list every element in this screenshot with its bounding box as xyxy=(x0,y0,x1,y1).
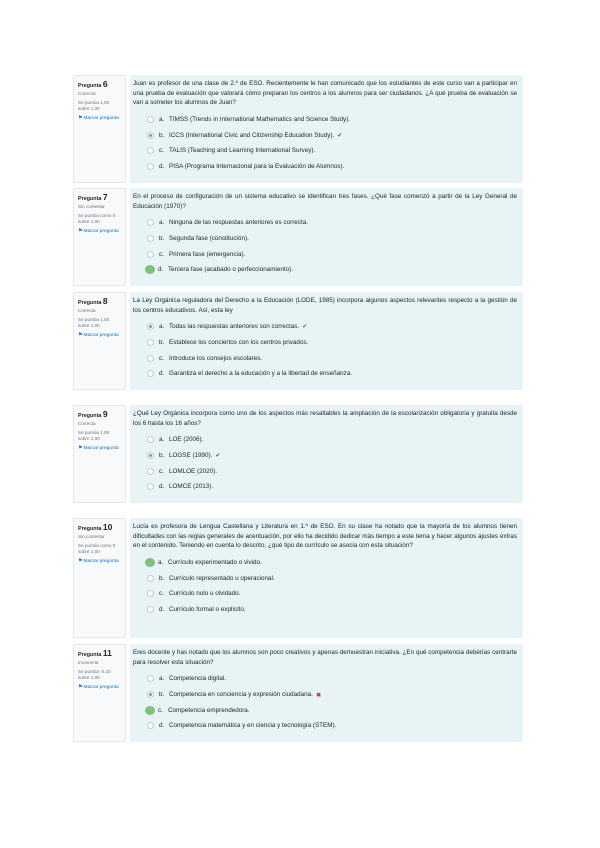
question-state: Sin contestar xyxy=(78,534,105,539)
flag-icon: ⚑ xyxy=(78,558,83,565)
radio-button[interactable] xyxy=(147,339,154,346)
answer-option[interactable]: b. LOGSE (1990). ✔ xyxy=(147,448,517,464)
answer-list xyxy=(133,215,517,277)
answer-option[interactable]: d. LOMCE (2013). xyxy=(147,479,517,495)
question-8 xyxy=(73,292,523,390)
answer-option[interactable]: a. Ninguna de las respuestas anteriores es correcta. xyxy=(147,215,517,231)
answer-option[interactable]: a. Todas las respuestas anteriores son correctas. ✔ xyxy=(147,319,517,335)
question-text: Eres docente y has notado que los alumnos son poco creativos y apenas demuestran iniciativa. ¿En qué competencia deberías centrarte para resolver esta situación? xyxy=(133,649,517,666)
correct-check-icon: ✔ xyxy=(215,453,221,460)
answer-option[interactable]: c. LOMLOE (2020). xyxy=(147,463,517,479)
question-state: Correcta xyxy=(78,91,96,96)
radio-button[interactable] xyxy=(147,452,154,459)
question-state: Incorrecta xyxy=(78,660,99,665)
radio-button[interactable] xyxy=(145,706,155,715)
question-state: Correcta xyxy=(78,308,96,313)
answer-option[interactable]: b. Establece los conciertos con los centros privados. xyxy=(147,335,517,351)
question-state: Correcta xyxy=(78,421,96,426)
radio-button[interactable] xyxy=(147,355,154,362)
radio-button[interactable] xyxy=(147,468,154,475)
answer-option[interactable]: c. Primera fase (emergencia). xyxy=(147,246,517,262)
question-grade: Se puntúa 1,00 sobre 1,00 xyxy=(78,317,110,328)
flag-question-link[interactable]: ⚑Marcar pregunta xyxy=(78,684,119,691)
answer-option[interactable]: b. Currículo representado u operacional. xyxy=(147,570,517,586)
flag-question-link[interactable]: ⚑Marcar pregunta xyxy=(78,445,119,452)
answer-option[interactable]: b. Competencia en conciencia y expresión ciudadana. ✖ xyxy=(147,687,517,703)
question-grade: Se puntúa 1,00 sobre 1,00 xyxy=(78,100,110,111)
question-7 xyxy=(73,188,523,286)
radio-button[interactable] xyxy=(147,590,154,597)
answer-option[interactable]: c. Currículo nulo u olvidado. xyxy=(147,586,517,602)
question-info xyxy=(73,292,126,390)
question-text: Juan es profesor de una clase de 2.º de ESO. Recientemente le han comunicado que los estudiantes de este curso van a participar en una prueba de evaluación que valorará cómo preparan los centros a los alumnos para ser ciudadanos. ¿A qué prueba de evaluación se van a someter los alumnos de Juan? xyxy=(133,80,517,107)
answer-list xyxy=(133,432,517,494)
answer-option[interactable]: a. Currículo experimentado o vivido. xyxy=(147,555,517,571)
answer-option[interactable]: d. Garantiza el derecho a la educación y a la libertad de enseñanza. xyxy=(147,366,517,382)
answer-option[interactable]: c. Introduce los consejos escolares. xyxy=(147,350,517,366)
radio-button[interactable] xyxy=(145,558,155,567)
question-9 xyxy=(73,405,523,503)
answer-option[interactable]: d. PISA (Programa Internacional para la Evaluación de Alumnos). xyxy=(147,159,517,175)
answer-option[interactable]: d. Competencia matemática y en ciencia y tecnología (STEM). xyxy=(147,718,517,734)
radio-button[interactable] xyxy=(147,483,154,490)
question-number: Pregunta 7 xyxy=(78,192,108,202)
radio-button[interactable] xyxy=(147,675,154,682)
radio-button[interactable] xyxy=(147,147,154,154)
answer-option[interactable]: a. TIMSS (Trends in International Mathematics and Science Study). xyxy=(147,112,517,128)
answer-option[interactable]: b. Segunda fase (constitución). xyxy=(147,231,517,247)
answer-option[interactable]: c. TALIS (Teaching and Learning International Survey). xyxy=(147,143,517,159)
flag-icon: ⚑ xyxy=(78,115,83,122)
question-grade: Se puntúa como 0 sobre 1,00 xyxy=(78,543,116,554)
question-content xyxy=(130,292,523,390)
question-number: Pregunta 10 xyxy=(78,522,113,532)
answer-list xyxy=(133,671,517,733)
flag-icon: ⚑ xyxy=(78,684,83,691)
flag-question-link[interactable]: ⚑Marcar pregunta xyxy=(78,228,119,235)
flag-icon: ⚑ xyxy=(78,228,83,235)
question-content xyxy=(130,405,523,503)
question-text: En el proceso de configuración de un sistema educativo se identifican tres fases. ¿Qué fase comenzó a partir de la Ley General de Educación (1970)? xyxy=(133,193,517,210)
answer-option[interactable]: a. LOE (2006). xyxy=(147,432,517,448)
radio-button[interactable] xyxy=(147,219,154,226)
radio-button[interactable] xyxy=(147,132,154,139)
question-text: Lucía es profesora de Lengua Castellana y Literatura en 1.º de ESO. En su clase ha notado que la mayoría de los alumnos tienen dificultades con las reglas generales de acentuación, por ello ha decidido dedicar más tiempo a este tema y hacer algunos ajustes extras en el contenido. Teniendo en cuenta lo descrito, ¿qué tipo de currículo se asocia con esta situación? xyxy=(133,523,517,550)
radio-button[interactable] xyxy=(147,370,154,377)
question-info xyxy=(73,188,126,286)
question-grade: Se puntúa como 0 sobre 1,00 xyxy=(78,213,116,224)
flag-icon: ⚑ xyxy=(78,445,83,452)
answer-option[interactable]: d. Currículo formal o explícito. xyxy=(147,602,517,618)
incorrect-cross-icon: ✖ xyxy=(315,691,322,699)
question-text: La Ley Orgánica reguladora del Derecho a la Educación (LODE, 1985) incorpora algunos aspectos relevantes respecto a la gestión de los centros educativos. Así, esta ley xyxy=(133,297,517,314)
radio-button[interactable] xyxy=(147,575,154,582)
answer-list xyxy=(133,555,517,617)
radio-button[interactable] xyxy=(147,436,154,443)
radio-button[interactable] xyxy=(147,323,154,330)
flag-question-link[interactable]: ⚑Marcar pregunta xyxy=(78,115,119,122)
radio-button[interactable] xyxy=(147,235,154,242)
radio-button[interactable] xyxy=(147,251,154,258)
answer-list xyxy=(133,112,517,174)
question-6 xyxy=(73,75,523,183)
answer-option[interactable]: b. ICCS (International Civic and Citizenship Education Study). ✔ xyxy=(147,127,517,143)
answer-option[interactable]: a. Competencia digital. xyxy=(147,671,517,687)
question-content xyxy=(130,644,523,742)
question-number: Pregunta 11 xyxy=(78,648,112,658)
answer-list xyxy=(133,319,517,381)
question-number: Pregunta 8 xyxy=(78,296,108,306)
question-info xyxy=(73,75,126,183)
correct-check-icon: ✔ xyxy=(302,324,308,331)
question-10 xyxy=(73,518,523,638)
correct-check-icon: ✔ xyxy=(337,132,343,139)
radio-button[interactable] xyxy=(147,691,154,698)
question-grade: Se puntúa 1,00 sobre 1,00 xyxy=(78,430,110,441)
question-11 xyxy=(73,644,523,742)
question-content xyxy=(130,518,523,638)
question-grade: Se puntúa -0,33 sobre 1,00 xyxy=(78,669,111,680)
answer-option[interactable]: d. Tercera fase (acabado o perfeccionamiento). xyxy=(147,262,517,278)
flag-question-link[interactable]: ⚑Marcar pregunta xyxy=(78,558,119,565)
flag-icon: ⚑ xyxy=(78,332,83,339)
radio-button[interactable] xyxy=(147,606,154,613)
question-info xyxy=(73,644,126,742)
radio-button[interactable] xyxy=(147,163,154,170)
question-number: Pregunta 9 xyxy=(78,409,108,419)
question-text: ¿Qué Ley Orgánica incorpora como uno de los aspectos más resaltables la ampliación de la escolarización obligatoria y gratuita desde los 6 hasta los 16 años? xyxy=(133,410,517,427)
question-number: Pregunta 6 xyxy=(78,79,108,89)
radio-button[interactable] xyxy=(145,265,155,274)
answer-option[interactable]: c. Competencia emprendedora. xyxy=(147,702,517,718)
question-state: Sin contestar xyxy=(78,204,105,209)
radio-button[interactable] xyxy=(147,116,154,123)
question-info xyxy=(73,405,126,503)
question-content xyxy=(130,75,523,183)
flag-question-link[interactable]: ⚑Marcar pregunta xyxy=(78,332,119,339)
question-info xyxy=(73,518,126,638)
radio-button[interactable] xyxy=(147,722,154,729)
question-content xyxy=(130,188,523,286)
